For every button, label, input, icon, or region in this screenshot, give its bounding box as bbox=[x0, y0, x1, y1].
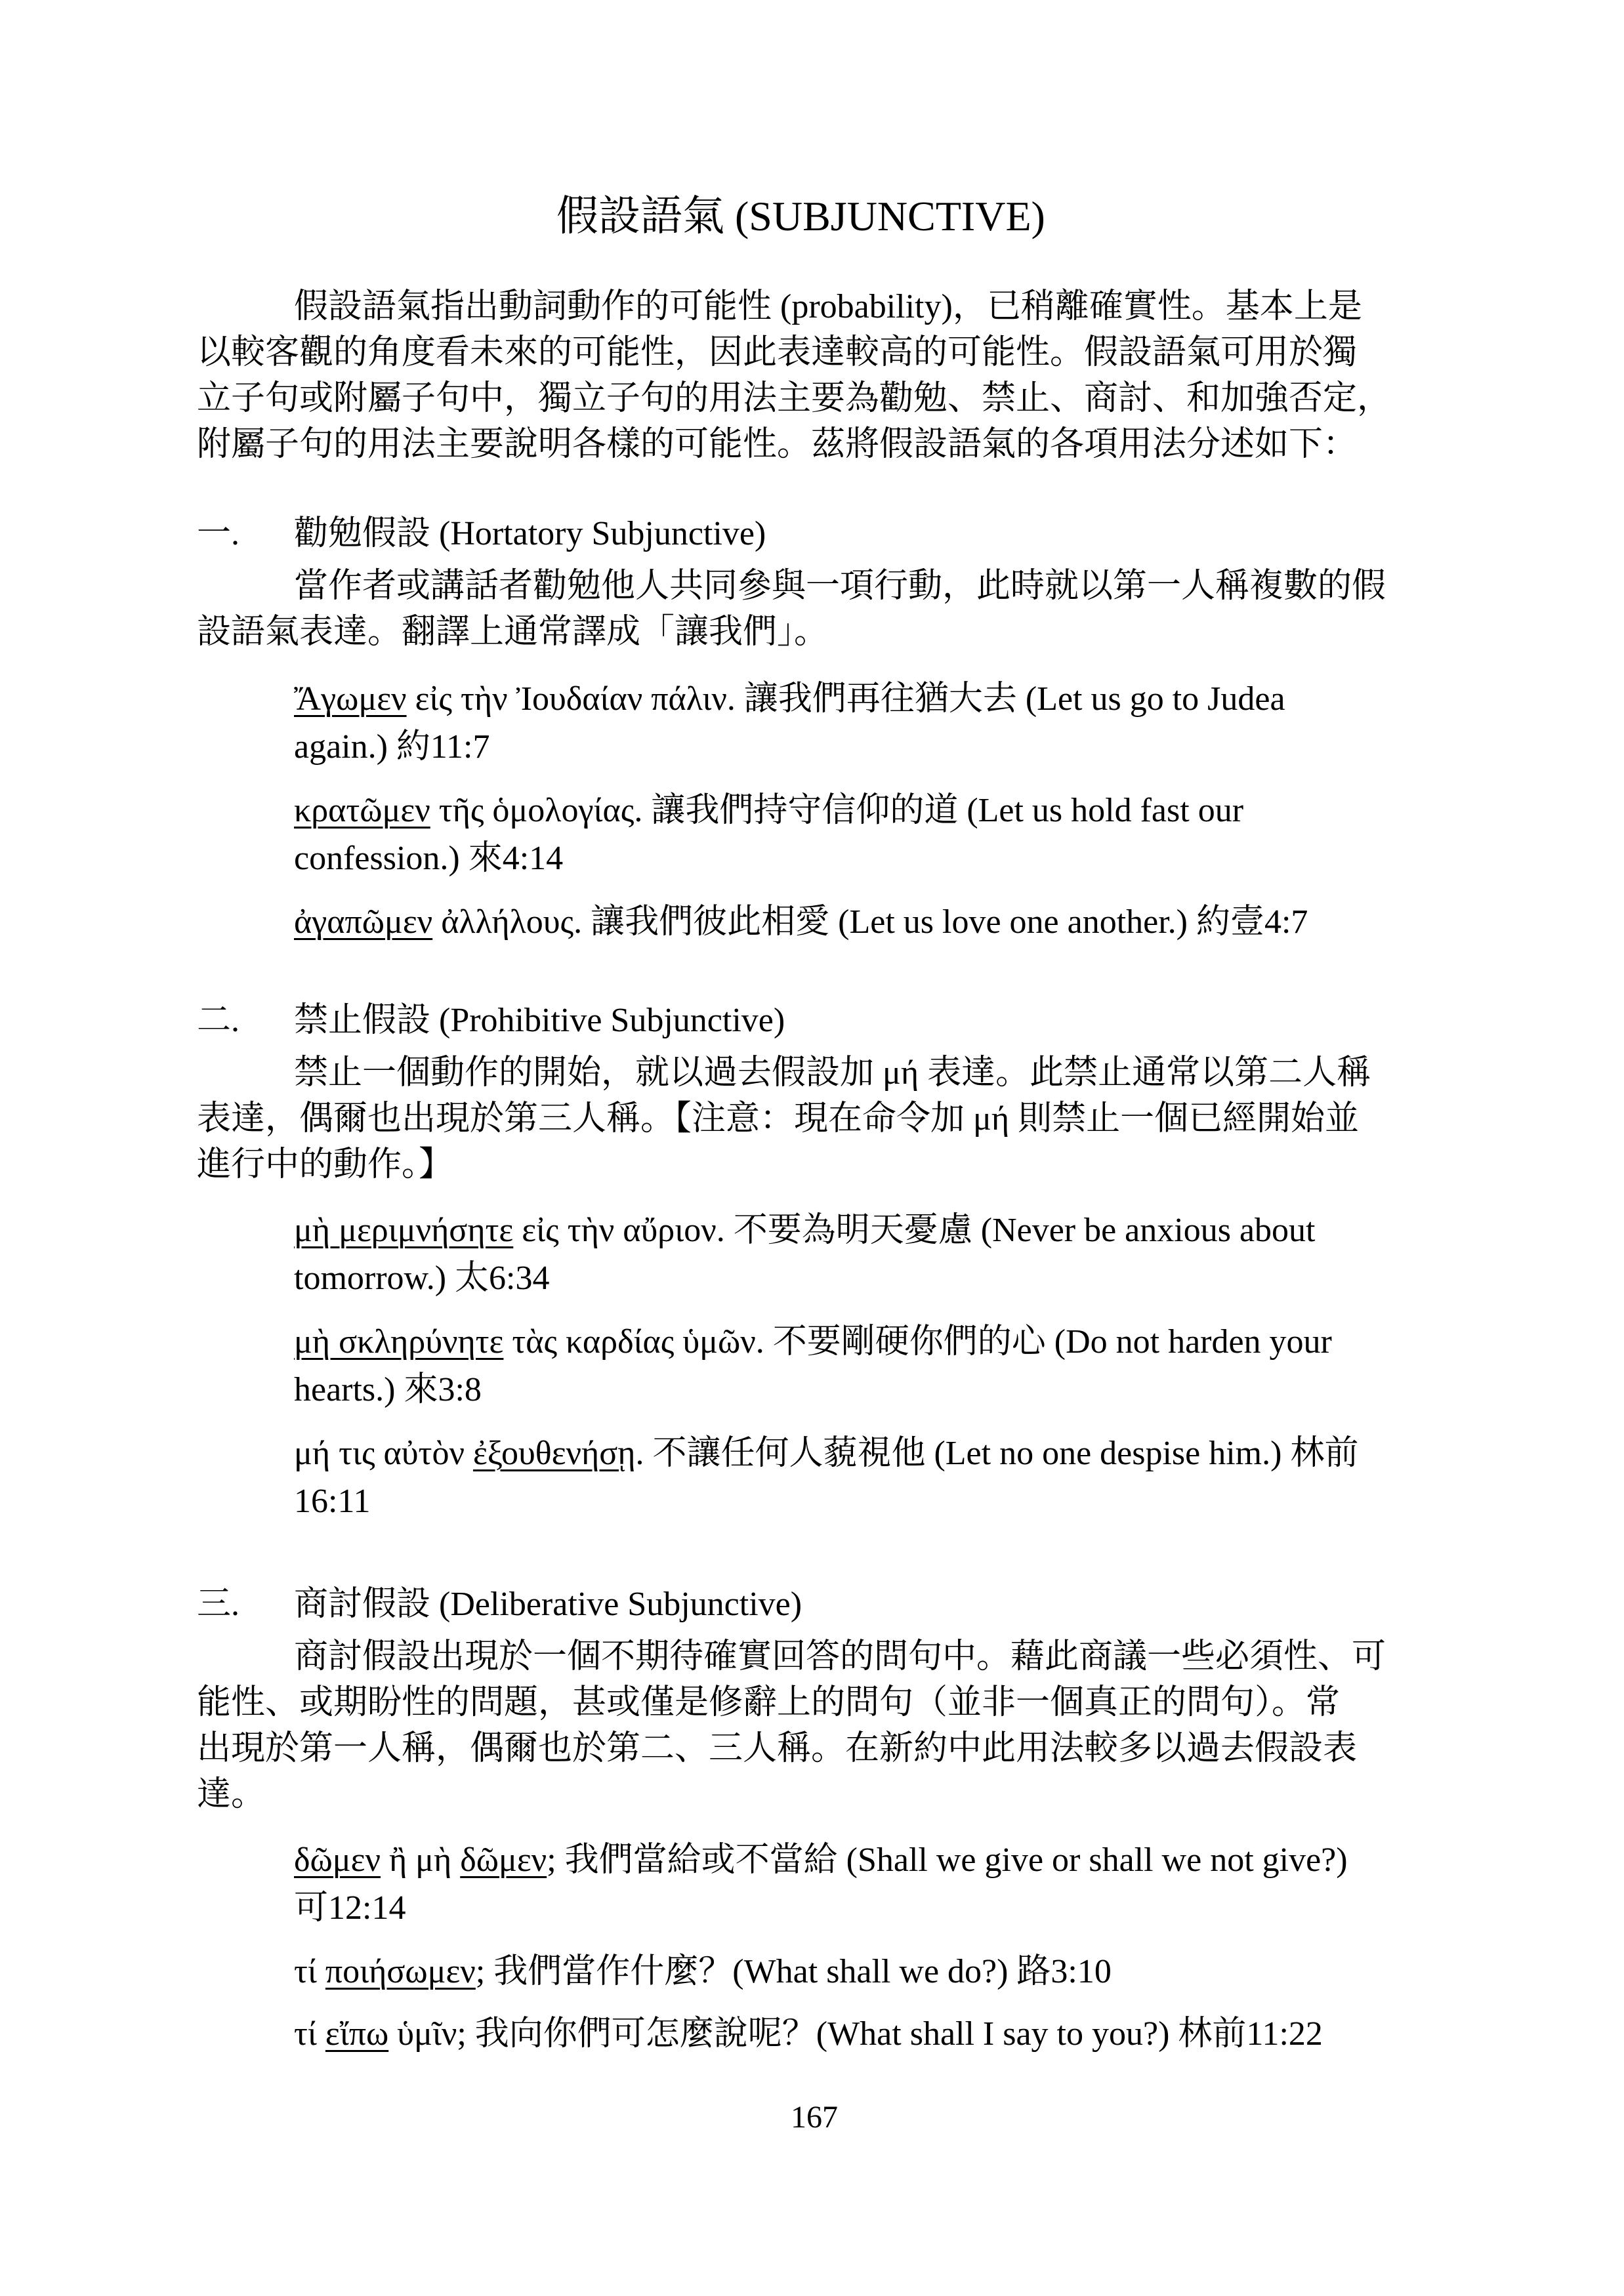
greek-verb: εἴπω bbox=[325, 2015, 389, 2053]
example-2-3 bbox=[294, 1430, 1358, 1477]
page-title: 假設語氣 (SUBJUNCTIVE) bbox=[556, 193, 1045, 239]
intro-line-2: 以較客觀的角度看未來的可能性，因此表達較高的可能性。假設語氣可用於獨 bbox=[197, 334, 1358, 371]
intro-line-1: 假設語氣指出動詞動作的可能性 (probability)，已稍離確實性。基本上是 bbox=[294, 288, 1362, 325]
example-1-1 bbox=[294, 676, 1285, 723]
greek-text: ; bbox=[475, 1953, 486, 1990]
section-1-paragraph-line-2: 設語氣表達。翻譯上通常譯成「讓我們」。 bbox=[197, 613, 829, 651]
greek-text: τῆς ὁμολογίας. bbox=[430, 792, 643, 829]
section-1-number: 一. bbox=[197, 515, 240, 552]
greek-text: εἰς τὴν Ἰουδαίαν πάλιν. bbox=[406, 680, 736, 718]
translation: 不要剛硬你們的心 (Do not harden your bbox=[764, 1323, 1332, 1361]
section-3-paragraph-line-3: 出現於第一人稱，偶爾也於第二、三人稱。在新約中此用法較多以過去假設表 bbox=[197, 1730, 1358, 1767]
section-3-paragraph-line-2: 能性、或期盼性的問題，甚或僅是修辭上的問句（並非一個真正的問句）。常 bbox=[197, 1684, 1341, 1721]
example-1-1-line-2: again.) 約11:7 bbox=[294, 728, 490, 766]
example-3-2 bbox=[294, 1948, 1112, 1996]
translation: 讓我們再往猶大去 (Let us go to Judea bbox=[735, 680, 1285, 718]
translation: 我們當作什麼？(What shall we do?) 路3:10 bbox=[485, 1953, 1112, 1990]
page-number: 167 bbox=[791, 2100, 838, 2135]
section-3-number: 三. bbox=[197, 1586, 240, 1623]
greek-text: ἢ μὴ bbox=[380, 1841, 461, 1879]
example-2-1-line-2: tomorrow.) 太6:34 bbox=[294, 1260, 550, 1297]
greek-text: . bbox=[635, 1435, 644, 1472]
greek-verb: δῶμεν bbox=[460, 1841, 547, 1879]
greek-verb: ποιήσωμεν bbox=[325, 1953, 476, 1990]
translation: 讓我們彼此相愛 (Let us love one another.) 約壹4:7 bbox=[582, 903, 1308, 941]
example-1-3 bbox=[294, 899, 1308, 946]
section-2-heading: 禁止假設 (Prohibitive Subjunctive) bbox=[294, 1002, 785, 1039]
greek-text: τὰς καρδίας ὑμῶν. bbox=[503, 1323, 764, 1361]
greek-text: τί bbox=[294, 2015, 325, 2053]
greek-verb: μὴ σκληρύνητε bbox=[294, 1323, 504, 1361]
greek-text: τί bbox=[294, 1953, 325, 1990]
translation: 讓我們持守信仰的道 (Let us hold fast our bbox=[642, 792, 1244, 829]
section-2-paragraph-line-3: 進行中的動作。】 bbox=[197, 1146, 453, 1183]
example-3-1 bbox=[294, 1837, 1348, 1884]
example-2-2 bbox=[294, 1319, 1332, 1366]
example-1-2 bbox=[294, 787, 1243, 834]
greek-verb: κρατῶμεν bbox=[294, 792, 430, 829]
greek-text: μή τις αὐτὸν bbox=[294, 1435, 473, 1472]
intro-line-4: 附屬子句的用法主要說明各樣的可能性。茲將假設語氣的各項用法分述如下： bbox=[197, 426, 1358, 463]
greek-text: ὑμῖν; bbox=[388, 2015, 467, 2053]
section-3-paragraph-line-1: 商討假設出現於一個不期待確實回答的問句中。藉此商議一些必須性、可 bbox=[294, 1638, 1386, 1675]
example-2-3-line-2: 16:11 bbox=[294, 1483, 371, 1520]
section-2-paragraph-line-1: 禁止一個動作的開始，就以過去假設加 μή 表達。此禁止通常以第二人稱 bbox=[294, 1054, 1371, 1092]
example-2-1 bbox=[294, 1207, 1315, 1254]
greek-verb: ἀγαπῶμεν bbox=[294, 903, 433, 941]
section-3-paragraph-line-4: 達。 bbox=[197, 1776, 266, 1813]
greek-verb: ἐξουθενήσῃ bbox=[472, 1435, 636, 1472]
example-3-1-line-2: 可12:14 bbox=[294, 1889, 406, 1927]
translation: 不要為明天憂慮 (Never be anxious about bbox=[724, 1212, 1316, 1249]
section-2-number: 二. bbox=[197, 1002, 240, 1039]
section-1-paragraph-line-1: 當作者或講話者勸勉他人共同參與一項行動，此時就以第一人稱複數的假 bbox=[294, 567, 1386, 605]
greek-verb: μὴ μεριμνήσητε bbox=[294, 1212, 514, 1249]
greek-text: εἰς τὴν αὔριον. bbox=[513, 1212, 725, 1249]
greek-verb: δῶμεν bbox=[294, 1841, 381, 1879]
intro-line-3: 立子句或附屬子句中，獨立子句的用法主要為勸勉、禁止、商討、和加強否定， bbox=[197, 380, 1392, 417]
example-1-2-line-2: confession.) 來4:14 bbox=[294, 840, 564, 877]
section-2-paragraph-line-2: 表達，偶爾也出現於第三人稱。【注意：現在命令加 μή 則禁止一個已經開始並 bbox=[197, 1100, 1360, 1138]
section-3-heading: 商討假設 (Deliberative Subjunctive) bbox=[294, 1586, 802, 1623]
greek-text: ἀλλήλους. bbox=[432, 903, 583, 941]
translation: 我向你們可怎麼說呢？(What shall I say to you?) 林前11:22 bbox=[466, 2015, 1323, 2053]
example-3-3 bbox=[294, 2011, 1323, 2058]
greek-text: ; bbox=[547, 1841, 556, 1879]
example-2-2-line-2: hearts.) 來3:8 bbox=[294, 1371, 482, 1408]
translation: 我們當給或不當給 (Shall we give or shall we not give?) bbox=[556, 1841, 1348, 1879]
section-1-heading: 勸勉假設 (Hortatory Subjunctive) bbox=[294, 515, 766, 552]
translation: 不讓任何人藐視他 (Let no one despise him.) 林前 bbox=[644, 1435, 1359, 1472]
greek-verb: Ἄγωμεν bbox=[294, 680, 407, 718]
